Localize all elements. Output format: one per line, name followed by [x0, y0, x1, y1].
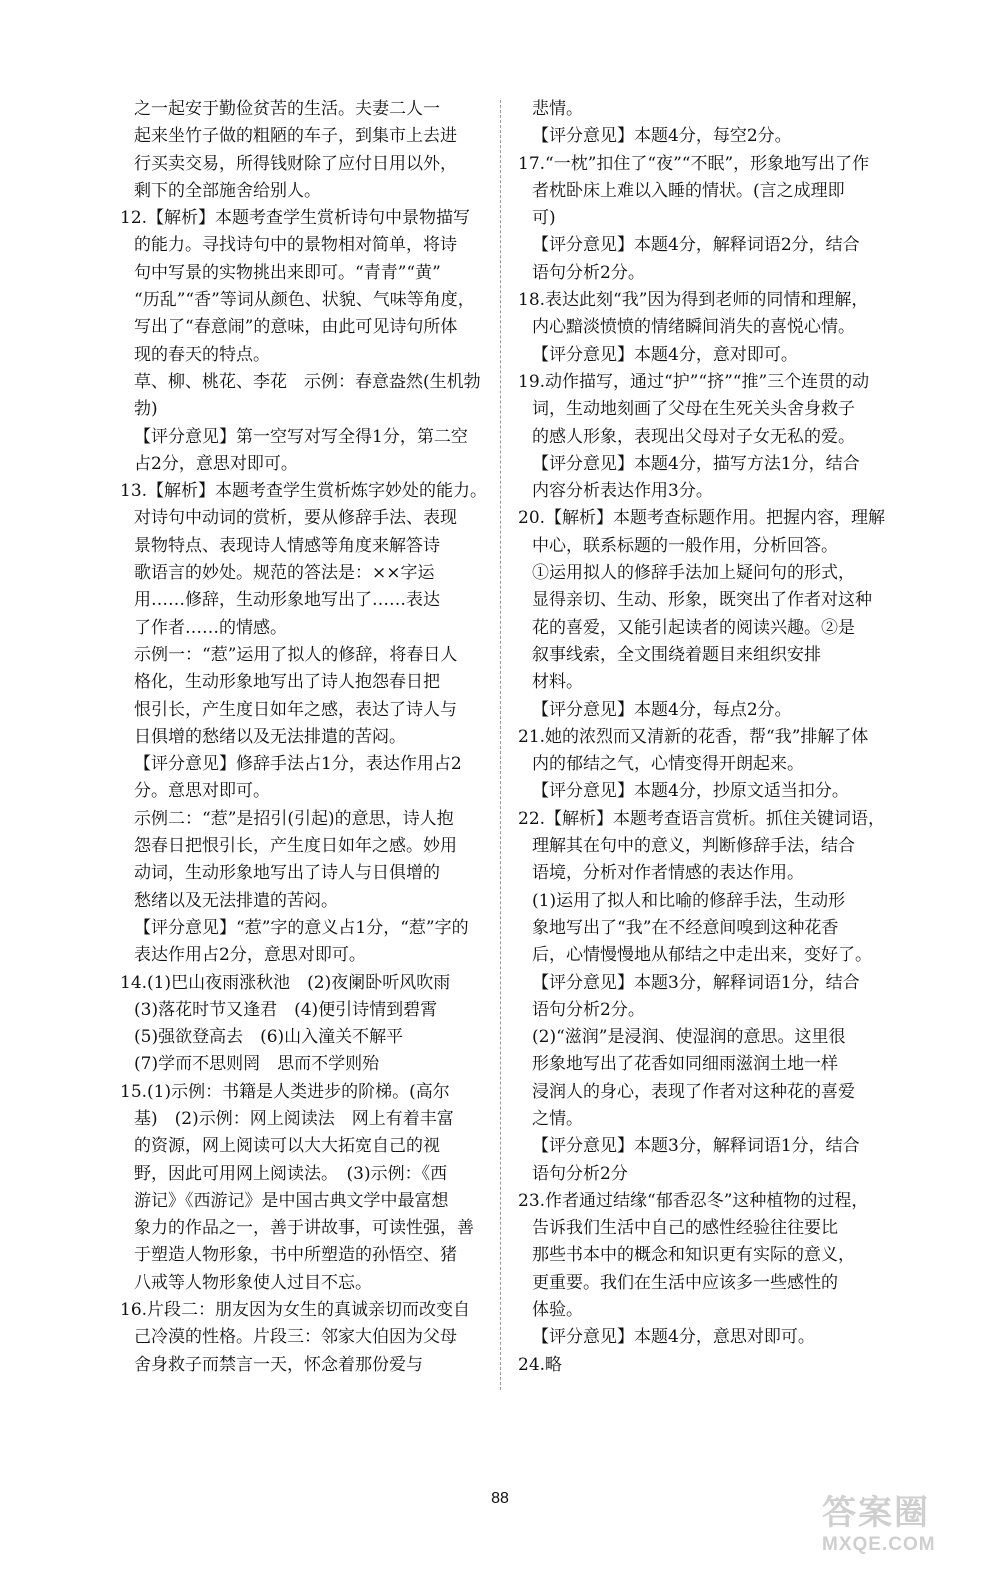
left-text-line: 了作者……的情感。 [134, 617, 287, 638]
right-text-line: 叙事线索，全文围绕着题目来组织安排 [532, 644, 821, 665]
left-text-line: 象力的作品之一，善于讲故事，可读性强，善 [134, 1218, 474, 1239]
right-text-line: 17.“一枕”扣住了“夜”“不眠”，形象地写出了作 [518, 153, 870, 174]
right-text-line: 【评分意见】本题4分，解释词语2分，结合 [532, 235, 860, 256]
left-text-line: 野，因此可用网上阅读法。 (3)示例：《西 [134, 1163, 448, 1184]
left-text-line: (7)学而不思则罔 思而不学则殆 [134, 1054, 380, 1075]
right-text-line: 24.略 [518, 1354, 563, 1375]
left-text-line: 写出了“春意闹”的意味，由此可见诗句所体 [134, 317, 458, 338]
right-text-line: 内的郁结之气，心情变得开朗起来。 [532, 754, 804, 775]
left-text-line: 16.片段二：朋友因为女生的真诚亲切而改变自 [120, 1300, 471, 1321]
right-text-line: 材料。 [532, 672, 583, 693]
right-text-line: (2)“滋润”是浸润、使湿润的意思。这里很 [532, 1027, 846, 1048]
left-text-line: 【评分意见】第一空写对写全得1分，第二空 [134, 426, 468, 447]
right-text-line: 23.作者通过结缘“郁香忍冬”这种植物的过程， [518, 1190, 869, 1211]
right-text-line: 显得亲切、生动、形象，既突出了作者对这种 [532, 590, 872, 611]
left-text-line: 己冷漠的性格。片段三：邻家大伯因为父母 [134, 1327, 457, 1348]
left-text-line: 占2分，意思对即可。 [134, 453, 298, 474]
right-text-line: 后，心情慢慢地从郁结之中走出来，变好了。 [532, 945, 872, 966]
right-text-line: 【评分意见】本题3分，解释词语1分，结合 [532, 972, 860, 993]
left-text-line: 动词，生动形象地写出了诗人与日俱增的 [134, 863, 440, 884]
right-text-line: 的感人形象，表现出父母对子女无私的爱。 [532, 426, 855, 447]
left-text-line: 15.(1)示例：书籍是人类进步的阶梯。(高尔 [120, 1081, 450, 1102]
left-text-line: 于塑造人物形象，书中所塑造的孙悟空、猪 [134, 1245, 457, 1266]
page-number: 88 [491, 1490, 509, 1507]
left-text-line: 示例二：“惹”是招引(引起)的意思，诗人抱 [134, 808, 454, 829]
right-text-line: 语句分析2分。 [532, 262, 645, 283]
left-text-line: 舍身救子而禁言一天，怀念着那份爱与 [134, 1354, 423, 1375]
right-text-line: 【评分意见】本题4分，意思对即可。 [532, 1327, 815, 1348]
left-text-line: 愁绪以及无法排遣的苦闷。 [134, 890, 338, 911]
right-text-line: 体验。 [532, 1300, 583, 1321]
right-text-line: 21.她的浓烈而又清新的花香，帮“我”排解了体 [518, 726, 869, 747]
left-text-line: 分。意思对即可。 [134, 781, 270, 802]
right-text-line: 浸润人的身心，表现了作者对这种花的喜爱 [532, 1081, 855, 1102]
left-text-line: 的能力。寻找诗句中的景物相对简单，将诗 [134, 235, 457, 256]
right-text-line: (1)运用了拟人和比喻的修辞手法，生动形 [532, 890, 846, 911]
right-text-line: 形象地写出了花香如同细雨滋润土地一样 [532, 1054, 838, 1075]
right-text-line: 词，生动地刻画了父母在生死关头舍身救子 [532, 399, 855, 420]
left-text-line: 草、柳、桃花、李花 示例：春意盎然(生机勃 [134, 371, 481, 392]
left-text-line: “历乱”“香”等词从颜色、状貌、气味等角度， [134, 290, 475, 311]
column-divider [500, 100, 501, 1390]
left-text-line: 日俱增的愁绪以及无法排遣的苦闷。 [134, 726, 406, 747]
left-text-line: 表达作用占2分，意思对即可。 [134, 945, 366, 966]
right-text-line: 悲情。 [532, 99, 583, 119]
left-text-line: 格化，生动形象地写出了诗人抱怨春日把 [134, 672, 440, 693]
right-text-line: 18.表达此刻“我”因为得到老师的同情和理解， [518, 290, 869, 311]
right-text-line: 【评分意见】本题4分，意对即可。 [532, 344, 798, 365]
left-text-line: 对诗句中动词的赏析，要从修辞手法、表现 [134, 508, 457, 529]
watermark-text: 答案圈 [822, 1493, 930, 1533]
right-text-line: 内容分析表达作用3分。 [532, 481, 713, 502]
left-text-line: 14.(1)巴山夜雨涨秋池 (2)夜阑卧听风吹雨 [120, 972, 451, 993]
left-text-line: 之一起安于勤俭贫苦的生活。夫妻二人一 [134, 99, 440, 119]
left-text-line: 12.【解析】本题考查学生赏析诗句中景物描写 [120, 208, 471, 229]
right-text-line: 理解其在句中的意义，判断修辞手法，结合 [532, 836, 855, 857]
right-text-line: ①运用拟人的修辞手法加上疑问句的形式， [532, 563, 855, 584]
right-text-line: 者枕卧床上难以入睡的情状。(言之成理即 [532, 180, 845, 201]
left-text-line: 的资源，网上阅读可以大大拓宽自己的视 [134, 1136, 440, 1157]
right-text-line: 更重要。我们在生活中应该多一些感性的 [532, 1272, 838, 1293]
right-text-line: 【评分意见】本题4分，描写方法1分，结合 [532, 453, 860, 474]
right-text-line: 20.【解析】本题考查标题作用。把握内容，理解 [518, 508, 886, 529]
right-text-line: 那些书本中的概念和知识更有实际的意义， [532, 1245, 855, 1266]
left-text-line: 【评分意见】“惹”字的意义占1分，“惹”字的 [134, 917, 469, 938]
right-text-line: 之情。 [532, 1108, 583, 1129]
watermark-logo [822, 1485, 972, 1557]
left-text-line: 用……修辞，生动形象地写出了……表达 [134, 590, 440, 611]
left-text-line: 景物特点、表现诗人情感等角度来解答诗 [134, 535, 440, 556]
right-answer-column [518, 96, 888, 1379]
right-text-line: 语句分析2分。 [532, 999, 645, 1020]
right-text-line: 【评分意见】本题4分，每空2分。 [532, 126, 792, 147]
right-text-line: 内心黯淡愤愤的情绪瞬间消失的喜悦心情。 [532, 317, 855, 338]
left-text-line: (5)强欲登高去 (6)山入潼关不解平 [134, 1027, 404, 1048]
left-text-line: (3)落花时节又逢君 (4)便引诗情到碧霄 [134, 999, 438, 1020]
left-text-line: 起来坐竹子做的粗陋的车子，到集市上去进 [134, 126, 457, 147]
left-text-line: 游记》《西游记》是中国古典文学中最富想 [134, 1190, 449, 1211]
left-text-line: 八戒等人物形象使人过目不忘。 [134, 1272, 372, 1293]
left-text-line: 勃) [134, 399, 158, 420]
left-text-line: 示例一：“惹”运用了拟人的修辞，将春日人 [134, 644, 458, 665]
right-text-line: 【评分意见】本题4分，抄原文适当扣分。 [532, 781, 849, 802]
left-text-line: 歌语言的妙处。规范的答法是：××字运 [134, 563, 435, 584]
left-text-line: 基) (2)示例：网上阅读法 网上有着丰富 [134, 1108, 454, 1129]
right-text-line: 告诉我们生活中自己的感性经验往往要比 [532, 1218, 838, 1239]
left-answer-column [120, 96, 488, 1379]
right-text-line: 可) [532, 208, 556, 229]
right-text-line: 【评分意见】本题3分，解释词语1分，结合 [532, 1136, 860, 1157]
left-text-line: 13.【解析】本题考查学生赏析炼字妙处的能力。 [120, 481, 488, 502]
left-text-line: 【评分意见】修辞手法占1分，表达作用占2 [134, 754, 462, 775]
right-text-line: 语境，分析对作者情感的表达作用。 [532, 863, 804, 884]
right-text-line: 【评分意见】本题4分，每点2分。 [532, 699, 792, 720]
watermark-url: MXQE.COM [822, 1534, 936, 1555]
left-text-line: 恨引长，产生度日如年之感，表达了诗人与 [134, 699, 457, 720]
right-text-line: 22.【解析】本题考查语言赏析。抓住关键词语， [518, 808, 886, 829]
left-text-line: 怨春日把恨引长，产生度日如年之感。妙用 [134, 836, 457, 857]
right-text-line: 花的喜爱，又能引起读者的阅读兴趣。②是 [532, 617, 855, 638]
right-text-line: 语句分析2分 [532, 1163, 628, 1184]
right-text-line: 19.动作描写，通过“护”“挤”“推”三个连贯的动 [518, 371, 870, 392]
right-text-line: 象地写出了“我”在不经意间嗅到这种花香 [532, 917, 839, 938]
left-text-line: 现的春天的特点。 [134, 344, 270, 365]
right-text-line: 中心，联系标题的一般作用，分析回答。 [532, 535, 838, 556]
left-text-line: 行买卖交易，所得钱财除了应付日用以外， [134, 153, 457, 174]
left-text-line: 剩下的全部施舍给别人。 [134, 180, 321, 201]
left-text-line: 句中写景的实物挑出来即可。“青青”“黄” [134, 262, 441, 283]
